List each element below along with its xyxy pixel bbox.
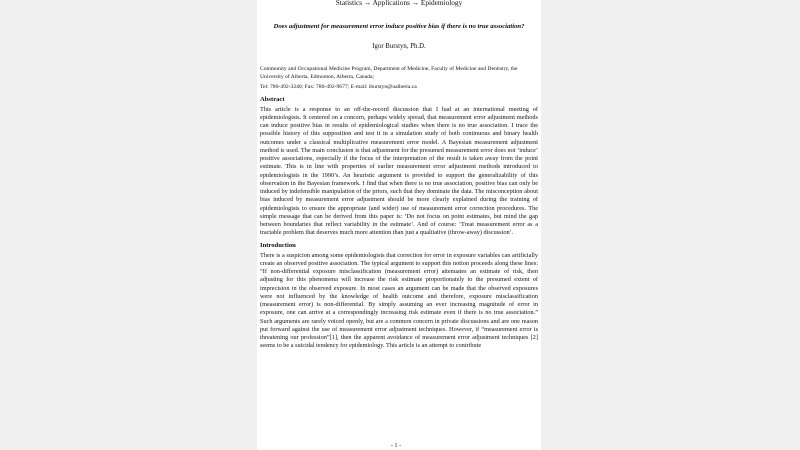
introduction-text: There is a suspicion among some epidemiologists that correction for error in exposure variables can artificially create an observed positive association. The typical argument to support this notion proceeds along these lines: “If non-differential exposure misclassification (measurement error) attenuates an estimate of risk, then adjusting for this phenomena will increase the risk estimate proportionately to the presumed extent of imprecision in the observed exposure. In most cases an argument can be made that the observed exposures were not influenced by the knowledge of health outcome and therefore, exposure misclassification (measurement error) is non-differential. By simply assuming an ever increasing magnitude of error in exposure, one can arrive at a correspondingly increasing risk estimate even if there is no true association.” Such arguments are rarely voiced openly, but are a common concern in private discussions and are one reason put forward against the use of measurement error adjustment techniques. However, if “measurement error is threatening our profession”[1], then the apparent avoidance of measurement error adjustment techniques [2] seems to be a suicidal tendency for epidemiology. This article is an attempt to contribute — [260, 251, 538, 350]
abstract-text: This article is a response to an off-the-record discussion that I had at an international meeting of epidemiologists. It centered on a concern, perhaps widely spread, that measurement error adjustment methods can induce positive bias in results of epidemiological studies when there is no true association. I trace the possible history of this supposition and test it in a simulation study of both continuous and binary health outcomes under a classical multiplicative measurement error model. A Bayesian measurement adjustment method is used. The main conclusion is that adjustment for the presumed measurement error does not ‘induce’ positive associations, especially if the focus of the interpretation of the result is taken away from the point estimate. This is in line with properties of earlier measurement error adjustment methods introduced to epidemiologists in the 1990’s. An heuristic argument is provided to support the generalizability of this observation in the Bayesian framework. I find that when there is no true association, positive bias can only be induced by indefensible manipulation of the priors, such that they dominate the data. The misconception about bias induced by measurement error adjustment should be more clearly explained during the training of epidemiologists to ensure the appropriate (and wider) use of measurement error correction procedures. The simple message that can be derived from this paper is: ‘Do not focus on point estimates, but mind the gap between boundaries that reflect variability in the estimate’. And of course: ‘Treat measurement error as a tractable problem that deserves much more attention than just a qualitative (throw-away) discussion’. — [260, 105, 538, 237]
paper-title: Does adjustment for measurement error induce positive bias if there is no true association? — [273, 23, 525, 30]
introduction-heading: Introduction — [260, 241, 296, 249]
author-name: Igor Burstyn, Ph.D. — [372, 43, 426, 51]
category-breadcrumb: Statistics → Applications → Epidemiology — [335, 0, 463, 7]
page-content — [260, 0, 538, 351]
abstract-heading: Abstract — [260, 95, 285, 103]
contact-info: Tel: 780-492-3240; Fax: 780-492-9677; E-mail: iburstyn@ualberta.ca — [260, 84, 417, 91]
document-page — [257, 0, 541, 450]
page-number: - 1 - — [391, 443, 401, 449]
author-affiliation: Community and Occupational Medicine Program, Department of Medicine, Faculty of Medicine and Dentistry, the University of Alberta, Edmonton, Alberta, Canada; — [260, 66, 518, 80]
